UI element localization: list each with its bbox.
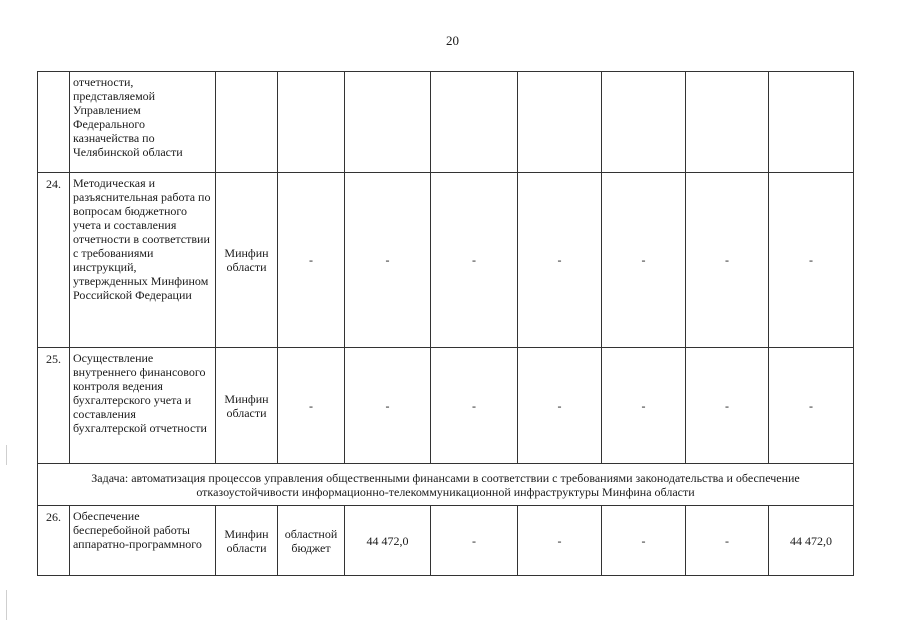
row-number: 24. [38,173,70,348]
row-number [38,72,70,173]
value-cell: - [602,173,686,348]
value-cell: - [602,506,686,576]
task-text: Задача: автоматизация процессов управления общественными финансами в соответствии с требованиями законодательства и обеспечение отказоустойчивости информационно-телекоммуникационной инфраструктуры Минфина области [38,464,854,506]
value-cell [518,72,602,173]
source-cell [278,72,345,173]
value-cell [602,72,686,173]
value-cell: - [518,173,602,348]
executor-cell [216,72,278,173]
measure-name: Обеспечение бесперебойной работы аппаратно-программного [70,506,216,576]
table-row [38,348,854,464]
measure-name: отчетности, представляемой Управлением Федерального казначейства по Челябинской области [70,72,216,173]
value-cell [431,72,518,173]
scan-edge-mark [6,590,7,620]
value-cell: - [686,506,769,576]
measure-name: Методическая и разъяснительная работа по вопросам бюджетного учета и составления отчетности в соответствии с требованиями инструкций, утвержденных Минфином Российской Федерации [70,173,216,348]
value-cell: - [602,348,686,464]
value-cell: 44 472,0 [345,506,431,576]
value-cell: - [686,348,769,464]
value-cell: - [518,348,602,464]
value-cell: - [431,173,518,348]
program-table [37,71,854,576]
value-cell: - [769,173,854,348]
executor-cell: Минфин области [216,348,278,464]
row-number: 25. [38,348,70,464]
value-cell [345,72,431,173]
task-row [38,464,854,506]
table-row [38,506,854,576]
row-number: 26. [38,506,70,576]
value-cell: - [431,348,518,464]
source-cell: областной бюджет [278,506,345,576]
executor-cell: Минфин области [216,506,278,576]
table-row [38,72,854,173]
value-cell: - [686,173,769,348]
value-cell [686,72,769,173]
value-cell: - [345,173,431,348]
table-row [38,173,854,348]
source-cell: - [278,348,345,464]
scan-edge-mark [6,445,7,465]
value-cell: - [345,348,431,464]
value-cell: - [518,506,602,576]
value-cell: - [769,348,854,464]
source-cell: - [278,173,345,348]
page-number: 20 [446,33,459,48]
executor-cell: Минфин области [216,173,278,348]
measure-name: Осуществление внутреннего финансового контроля ведения бухгалтерского учета и составления бухгалтерской отчетности [70,348,216,464]
value-cell: 44 472,0 [769,506,854,576]
value-cell [769,72,854,173]
value-cell: - [431,506,518,576]
